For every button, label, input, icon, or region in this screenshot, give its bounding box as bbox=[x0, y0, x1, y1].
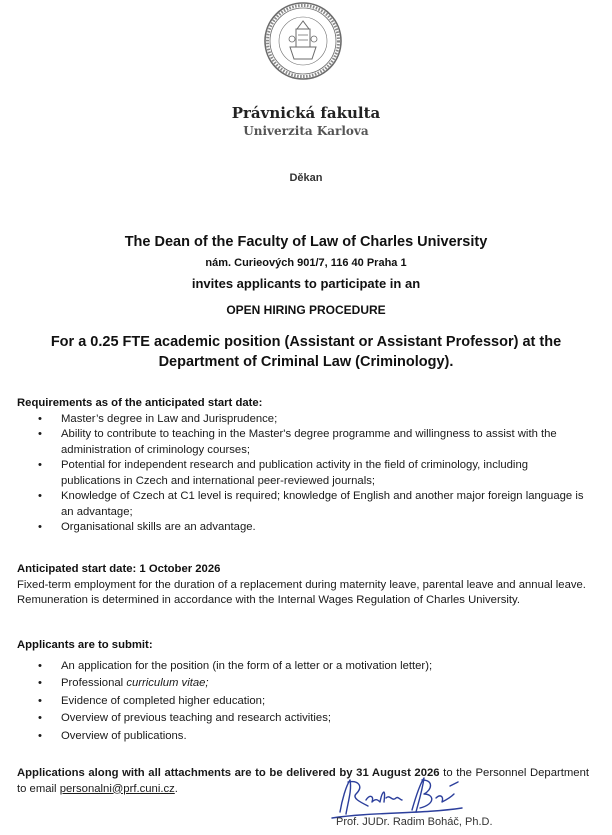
list-item: • Ability to contribute to teaching in the Master's degree programme and willingness to assist with the administration of criminology courses; bbox=[17, 427, 589, 458]
requirements-section bbox=[17, 396, 589, 536]
employment-terms: Fixed-term employment for the duration of a replacement during maternity leave, parental leave and annual leave. bbox=[17, 578, 586, 591]
start-date-section bbox=[17, 562, 589, 609]
submission-list bbox=[17, 658, 589, 746]
list-item: • Organisational skills are an advantage. bbox=[17, 520, 589, 536]
faculty-name: Právnická fakulta bbox=[231, 104, 381, 122]
list-item: • Evidence of completed higher education; bbox=[17, 693, 589, 711]
faculty-address: nám. Curieových 901/7, 116 40 Praha 1 bbox=[205, 257, 407, 269]
closing-paragraph bbox=[17, 766, 589, 797]
submission-title: Applicants are to submit: bbox=[17, 639, 153, 651]
list-item bbox=[17, 675, 589, 693]
list-item: • Overview of previous teaching and research activities; bbox=[17, 710, 589, 728]
dean-label: Děkan bbox=[289, 172, 323, 184]
requirements-list bbox=[17, 412, 589, 536]
list-item: • Master’s degree in Law and Jurisprudence; bbox=[17, 412, 589, 428]
submission-section bbox=[17, 638, 589, 745]
list-item-text: Professional bbox=[61, 677, 124, 689]
list-item: • Knowledge of Czech at C1 level is required; knowledge of English and another major foreign language is an advantage; bbox=[17, 489, 589, 520]
list-item: • An application for the position (in the form of a letter or a motivation letter); bbox=[17, 658, 589, 676]
announcement-heading: The Dean of the Faculty of Law of Charles University bbox=[124, 234, 488, 250]
closing-period: . bbox=[174, 782, 178, 795]
position-title: For a 0.25 FTE academic position (Assistant or Assistant Professor) at the Department of Criminal Law (Criminology). bbox=[50, 334, 562, 370]
start-date-title: Anticipated start date: 1 October 2026 bbox=[17, 563, 221, 575]
signer-name: Prof. JUDr. Radim Boháč, Ph.D. bbox=[336, 816, 493, 828]
email-link[interactable]: personalni@prf.cuni.cz bbox=[59, 782, 175, 795]
handwritten-signature bbox=[312, 772, 472, 820]
invitation-line: invites applicants to participate in an bbox=[191, 276, 421, 291]
list-item: • Overview of publications. bbox=[17, 728, 589, 746]
closing-text: to the Personnel Department to email bbox=[17, 767, 589, 795]
procedure-title: OPEN HIRING PROCEDURE bbox=[226, 303, 386, 317]
requirements-title: Requirements as of the anticipated start date: bbox=[17, 397, 263, 409]
university-seal-logo bbox=[254, 1, 352, 81]
list-item: • Potential for independent research and publication activity in the field of criminology, including publications in Czech and international peer-reviewed journals; bbox=[17, 458, 589, 489]
cv-italic-text: curriculum vitae; bbox=[126, 677, 209, 689]
university-name: Univerzita Karlova bbox=[243, 124, 369, 138]
deadline-text: Applications along with all attachments are to be delivered by 31 August 2026 bbox=[17, 767, 440, 779]
remuneration-note: Remuneration is determined in accordance with the Internal Wages Regulation of Charles University. bbox=[17, 594, 520, 606]
